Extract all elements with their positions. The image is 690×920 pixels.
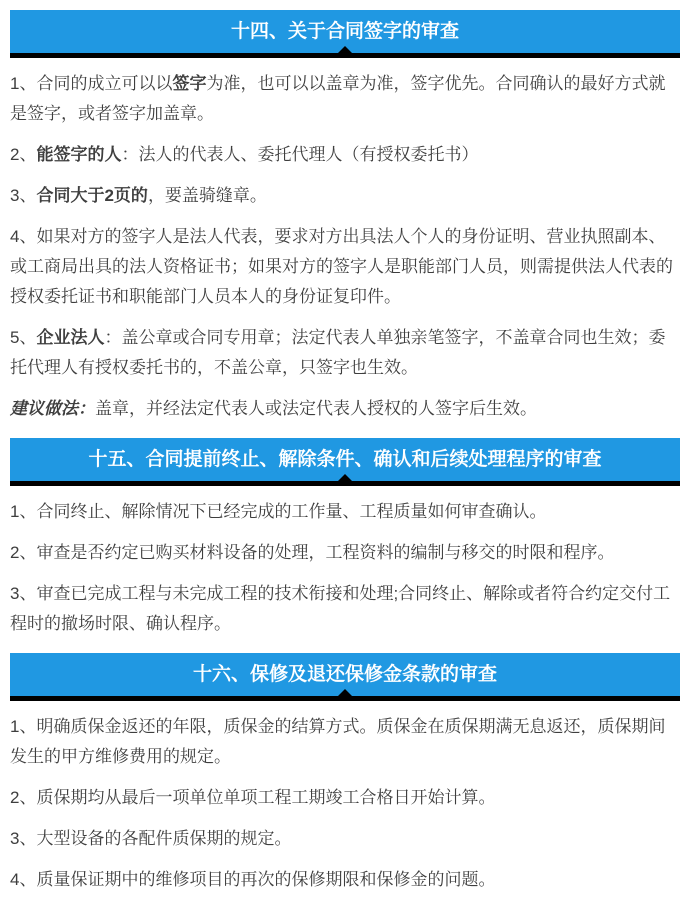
section-header	[10, 10, 680, 58]
paragraph	[10, 181, 680, 211]
text-run: 1、合同终止、解除情况下已经完成的工作量、工程质量如何审查确认。	[10, 502, 547, 521]
text-run: 能签字的人	[36, 145, 122, 164]
section-title: 十六、保修及退还保修金条款的审查	[192, 664, 497, 685]
section-title: 十四、关于合同签字的审查	[230, 21, 459, 42]
paragraph	[10, 69, 680, 129]
text-run: 5、	[10, 328, 37, 347]
text-run: 盖章，并经法定代表人或法定代表人授权的人签字后生效。	[95, 399, 537, 418]
text-run: 1、合同的成立可以以	[10, 74, 173, 93]
section	[10, 10, 680, 424]
paragraph	[10, 712, 680, 772]
text-run: 4、质量保证期中的维修项目的再次的保修期限和保修金的问题。	[10, 870, 496, 889]
text-run: 2、	[10, 145, 37, 164]
paragraph	[10, 538, 680, 568]
text-run: ，要盖骑缝章。	[147, 186, 267, 205]
section-header	[10, 653, 680, 701]
text-run: 2、质保期均从最后一项单位单项工程工期竣工合格日开始计算。	[10, 788, 496, 807]
text-run: ：法人的代表人、委托代理人（有授权委托书）	[121, 145, 479, 164]
paragraph	[10, 394, 680, 424]
text-run: 3、审查已完成工程与未完成工程的技术衔接和处理;合同终止、解除或者符合约定交付工程时的撤场时限、确认程序。	[10, 584, 671, 633]
text-run: ：盖公章或合同专用章；法定代表人单独亲笔签字，不盖章合同也生效；委托代理人有授权委托书的，不盖公章，只签字也生效。	[10, 328, 666, 377]
paragraph	[10, 824, 680, 854]
text-run: 3、	[10, 186, 37, 205]
text-run: 3、大型设备的各配件质保期的规定。	[10, 829, 292, 848]
text-run: 企业法人	[36, 328, 105, 347]
paragraph	[10, 865, 680, 895]
section-header	[10, 438, 680, 486]
text-run: 4、如果对方的签字人是法人代表，要求对方出具法人个人的身份证明、营业执照副本、或工商局出具的法人资格证书；如果对方的签字人是职能部门人员，则需提供法人代表的授权委托证书和职能部门人员本人的身份证复印件。	[10, 227, 673, 306]
paragraph	[10, 222, 680, 312]
sections-container	[10, 10, 680, 895]
section	[10, 438, 680, 639]
paragraph	[10, 497, 680, 527]
text-run: 建议做法：	[10, 399, 95, 418]
paragraph	[10, 140, 680, 170]
text-run: 2、审查是否约定已购买材料设备的处理，工程资料的编制与移交的时限和程序。	[10, 543, 615, 562]
text-run: 合同大于2页的	[36, 186, 148, 205]
paragraph	[10, 579, 680, 639]
text-run: 为准，也可以以盖章为准，签字优先。合同确认的最好方式就是签字，或者签字加盖章。	[10, 74, 666, 123]
triangle-up-icon	[338, 474, 352, 481]
paragraph	[10, 323, 680, 383]
section-title: 十五、合同提前终止、解除条件、确认和后续处理程序的审查	[88, 449, 602, 470]
section	[10, 653, 680, 895]
text-run: 签字	[172, 74, 207, 93]
triangle-up-icon	[338, 46, 352, 53]
paragraph	[10, 783, 680, 813]
text-run: 1、明确质保金返还的年限，质保金的结算方式。质保金在质保期满无息返还，质保期间发生的甲方维修费用的规定。	[10, 717, 666, 766]
triangle-up-icon	[338, 689, 352, 696]
